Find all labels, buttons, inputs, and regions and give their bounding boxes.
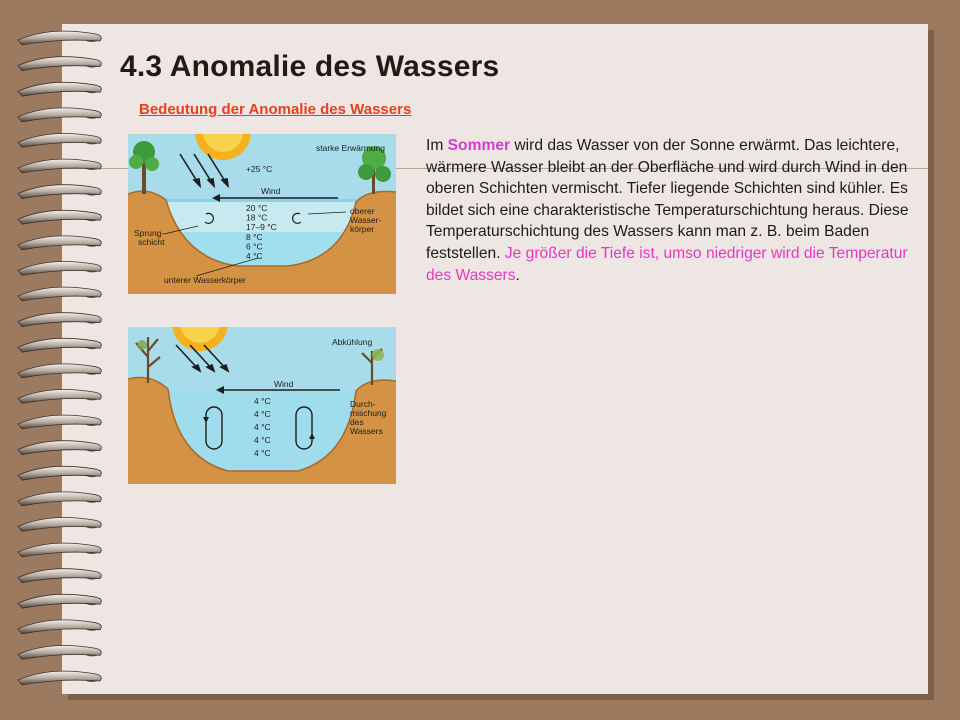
- spiral-ring: [18, 313, 101, 327]
- spiral-ring: [18, 517, 101, 531]
- section-link[interactable]: Bedeutung der Anomalie des Wassers: [139, 101, 412, 118]
- label-upper-2: Wasser-: [350, 215, 382, 225]
- page-title: 4.3 Anomalie des Wassers: [120, 50, 500, 83]
- label-mixing-3: des: [350, 417, 364, 427]
- temperature-label: 8 °C: [246, 231, 263, 242]
- temperature-label: 6 °C: [246, 241, 263, 252]
- temperature-label: 4 °C: [254, 422, 271, 432]
- temperature-label: 18 °C: [246, 212, 268, 223]
- spiral-ring: [18, 569, 101, 583]
- label-lower-body: unterer Wasserkörper: [164, 275, 246, 285]
- spiral-ring: [18, 441, 101, 455]
- summer-stratification-figure: [128, 134, 396, 294]
- spiral-ring: [18, 645, 101, 659]
- spiral-ring: [18, 57, 101, 71]
- body-end: .: [515, 266, 520, 284]
- spiral-ring: [18, 236, 101, 250]
- highlight-word: Sommer: [447, 137, 511, 154]
- label-mixing-2: mischung: [350, 408, 387, 418]
- label-wind-autumn: Wind: [274, 379, 294, 389]
- spiral-ring: [18, 108, 101, 122]
- temperature-label: 4 °C: [254, 396, 271, 406]
- label-mixing-1: Durch-: [350, 399, 376, 409]
- label-upper-1: oberer: [350, 206, 375, 216]
- spiral-ring: [18, 415, 101, 429]
- spiral-ring: [18, 671, 101, 685]
- temperature-label: 20 °C: [246, 203, 268, 213]
- spiral-ring: [18, 364, 101, 378]
- temperature-label: 4 °C: [246, 251, 263, 261]
- spiral-ring: [18, 287, 101, 301]
- spiral-ring: [18, 338, 101, 352]
- spiral-ring: [18, 594, 101, 608]
- temperature-label: 4 °C: [254, 448, 271, 458]
- label-surface-temp: +25 °C: [246, 164, 273, 174]
- autumn-mixing-figure: [128, 327, 396, 484]
- label-upper-3: körper: [350, 224, 375, 234]
- label-wind-summer: Wind: [261, 186, 281, 196]
- label-thermocline-2: schicht: [138, 237, 165, 247]
- spiral-binding: [0, 0, 120, 720]
- body-part-2: wird das Wasser von der Sonne erwärmt. Das leichtere, wärmere Wasser bleibt an der Oberfläche und wird durch Wind in den oberen Schichten vermischt. Tiefer liegende Schichten sind kühler. Es bildet sich eine charakteristische Temperaturschichtung heraus. Diese Temperaturschichtung des Wassers kann man z. B. beim Baden feststellen.: [426, 137, 909, 262]
- spiral-ring: [18, 261, 101, 275]
- label-heating: starke Erwärmung: [316, 143, 385, 153]
- temperature-label: 4 °C: [254, 409, 271, 419]
- spiral-ring: [18, 82, 101, 96]
- body-text: [426, 135, 912, 286]
- spiral-ring: [18, 543, 101, 557]
- label-mixing-4: Wassers: [350, 426, 383, 436]
- spiral-ring: [18, 159, 101, 173]
- spiral-ring: [18, 492, 101, 506]
- temperature-label: 4 °C: [254, 435, 271, 445]
- spiral-ring: [18, 185, 101, 199]
- spiral-ring: [18, 210, 101, 224]
- spiral-ring: [18, 620, 101, 634]
- spiral-ring: [18, 389, 101, 403]
- spiral-ring: [18, 466, 101, 480]
- highlight-sentence: Je größer die Tiefe ist, umso niedriger wird die Temperatur des Wassers: [426, 244, 908, 284]
- label-thermocline-1: Sprung-: [134, 228, 165, 238]
- body-part-1: Im: [426, 137, 448, 154]
- spiral-ring: [18, 133, 101, 147]
- label-cooling: Abkühlung: [332, 337, 373, 347]
- temperature-label: 17–9 °C: [246, 222, 277, 233]
- spiral-ring: [18, 31, 101, 45]
